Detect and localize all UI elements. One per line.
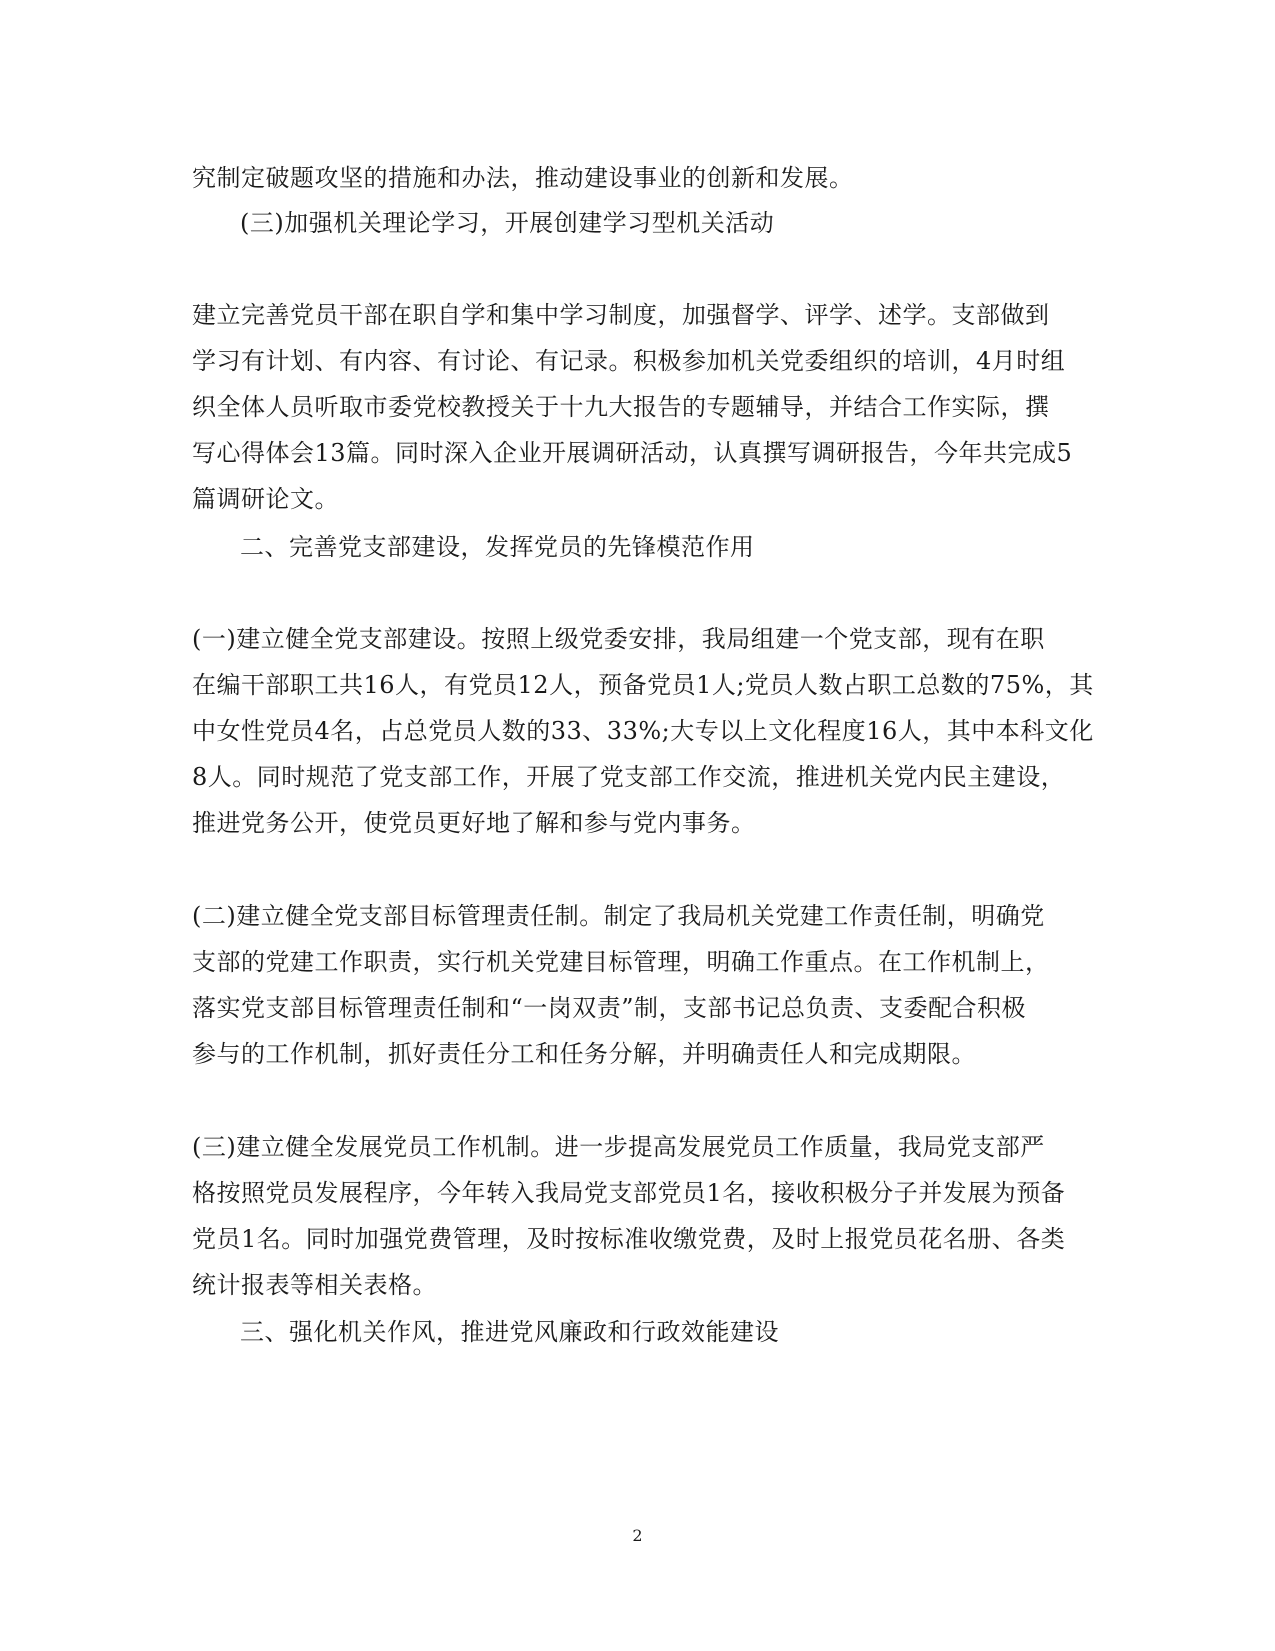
text-line: 党员1名。同时加强党费管理，及时按标准收缴党费，及时上报党员花名册、各类 <box>192 1225 1066 1253</box>
text-line: 写心得体会13篇。同时深入企业开展调研活动，认真撰写调研报告，今年共完成5 <box>192 439 1073 467</box>
text-line: 支部的党建工作职责，实行机关党建目标管理，明确工作重点。在工作机制上， <box>192 948 1050 976</box>
text-line: 在编干部职工共16人，有党员12人，预备党员1人;党员人数占职工总数的75%，其 <box>192 671 1094 699</box>
text-line: 学习有计划、有内容、有讨论、有记录。积极参加机关党委组织的培训，4月时组 <box>192 347 1066 375</box>
text-line: 建立完善党员干部在职自学和集中学习制度，加强督学、评学、述学。支部做到 <box>192 301 1050 329</box>
text-line: 统计报表等相关表格。 <box>192 1271 437 1299</box>
text-line: 推进党务公开，使党员更好地了解和参与党内事务。 <box>192 809 756 837</box>
section-heading: (三)加强机关理论学习，开展创建学习型机关活动 <box>240 209 775 237</box>
text-line: 落实党支部目标管理责任制和“一岗双责”制，支部书记总负责、支委配合积极 <box>192 994 1027 1022</box>
text-line: (三)建立健全发展党员工作机制。进一步提高发展党员工作质量，我局党支部严 <box>192 1133 1045 1161</box>
text-line: (二)建立健全党支部目标管理责任制。制定了我局机关党建工作责任制，明确党 <box>192 902 1045 930</box>
section-heading: 二、完善党支部建设，发挥党员的先锋模范作用 <box>240 533 755 561</box>
text-line: (一)建立健全党支部建设。按照上级党委安排，我局组建一个党支部，现有在职 <box>192 625 1045 653</box>
text-line: 篇调研论文。 <box>192 485 339 513</box>
text-line: 织全体人员听取市委党校教授关于十九大报告的专题辅导，并结合工作实际，撰 <box>192 393 1050 421</box>
text-line: 8人。同时规范了党支部工作，开展了党支部工作交流，推进机关党内民主建设， <box>192 763 1066 791</box>
text-line: 格按照党员发展程序，今年转入我局党支部党员1名，接收积极分子并发展为预备 <box>192 1179 1066 1207</box>
section-heading: 三、强化机关作风，推进党风廉政和行政效能建设 <box>240 1318 779 1346</box>
text-line: 究制定破题攻坚的措施和办法，推动建设事业的创新和发展。 <box>192 164 854 192</box>
text-line: 参与的工作机制，抓好责任分工和任务分解，并明确责任人和完成期限。 <box>192 1040 976 1068</box>
text-line: 中女性党员4名，占总党员人数的33、33%;大专以上文化程度16人，其中本科文化 <box>192 717 1094 745</box>
page-number: 2 <box>632 1526 643 1545</box>
